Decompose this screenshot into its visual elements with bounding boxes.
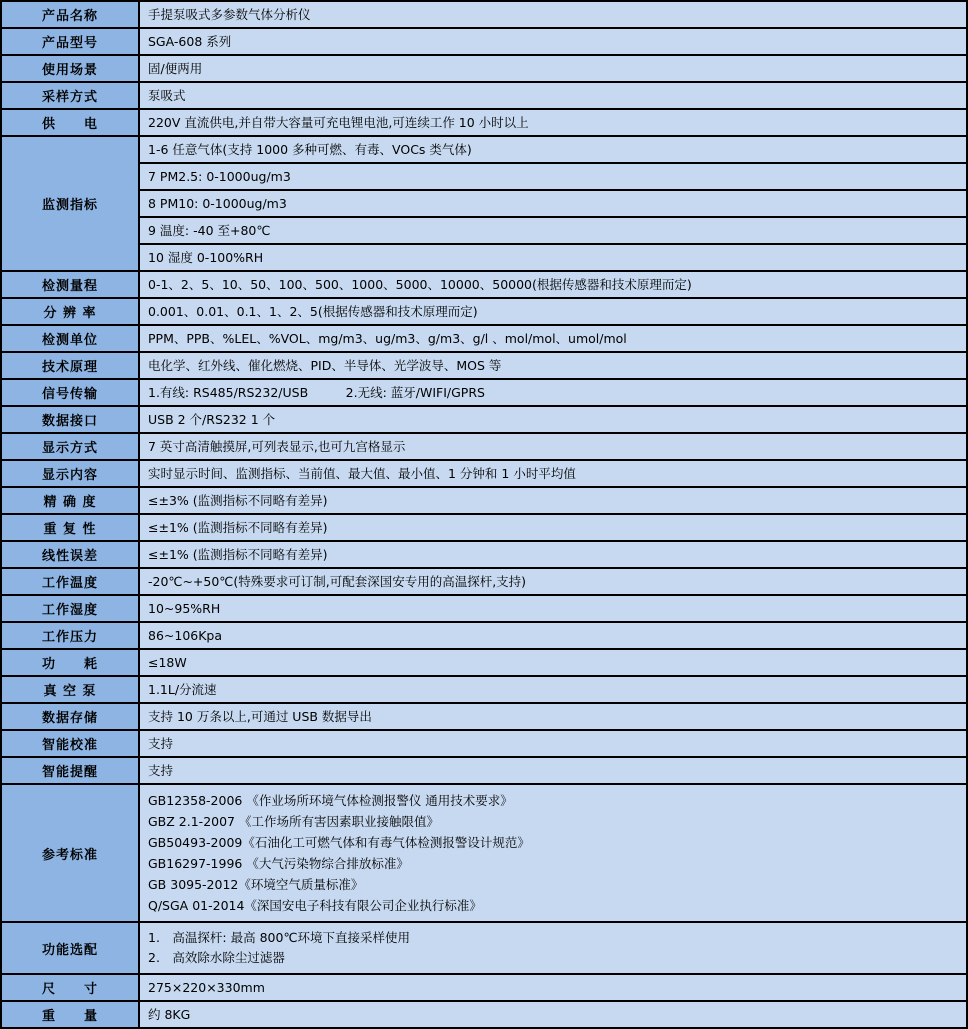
spec-row-value (140, 569, 966, 594)
spec-row (2, 54, 966, 81)
spec-row-value (140, 83, 966, 108)
spec-row-label: 数据存储 (2, 704, 140, 729)
spec-value-line: Q/SGA 01-2014《深国安电子科技有限公司企业执行标准》 (148, 898, 482, 913)
spec-value-line: 手提泵吸式多参数气体分析仪 (148, 6, 311, 22)
spec-value-line: 275×220×330mm (148, 979, 265, 995)
spec-value-line: -20℃~+50℃(特殊要求可订制,可配套深国安专用的高温探杆,支持) (148, 573, 527, 589)
spec-row-value (140, 110, 966, 135)
spec-row-label: 参考标准 (2, 785, 140, 921)
spec-row-label: 数据接口 (2, 407, 140, 432)
spec-value-line: USB 2 个/RS232 1 个 (148, 411, 276, 427)
spec-row-value (140, 272, 966, 297)
spec-row-value (140, 407, 966, 432)
spec-value-line: GB12358-2006 《作业场所环境气体检测报警仪 通用技术要求》 (148, 793, 513, 808)
spec-row-label: 重 复 性 (2, 515, 140, 540)
spec-row (2, 27, 966, 54)
spec-row-value (140, 2, 966, 27)
spec-value-line: GB50493-2009《石油化工可燃气体和有毒气体检测报警设计规范》 (148, 835, 530, 850)
spec-value-line: 220V 直流供电,并自带大容量可充电锂电池,可连续工作 10 小时以上 (148, 114, 529, 130)
spec-value-line: 1.有线: RS485/RS232/USB 2.无线: 蓝牙/WIFI/GPRS (148, 384, 485, 400)
spec-value-line: GB16297-1996 《大气污染物综合排放标准》 (148, 856, 409, 871)
spec-row (2, 297, 966, 324)
spec-row (2, 729, 966, 756)
spec-row-value (140, 488, 966, 513)
spec-value-line: 1.1L/分流速 (148, 681, 217, 697)
spec-row (2, 973, 966, 1000)
spec-value-line: 电化学、红外线、催化燃烧、PID、半导体、光学波导、MOS 等 (148, 357, 502, 373)
spec-value-line: 7 PM2.5: 0-1000ug/m3 (140, 162, 966, 189)
spec-row-value (140, 380, 966, 405)
spec-row-label: 精 确 度 (2, 488, 140, 513)
spec-row (2, 513, 966, 540)
spec-row-label: 重 量 (2, 1002, 140, 1027)
spec-row-label: 信号传输 (2, 380, 140, 405)
spec-row (2, 594, 966, 621)
spec-row-value (140, 677, 966, 702)
spec-row-label: 智能提醒 (2, 758, 140, 783)
spec-row-value (140, 1002, 966, 1027)
spec-row-label: 监测指标 (2, 137, 140, 270)
spec-value-line: ≤±3% (监测指标不同略有差异) (148, 492, 328, 508)
spec-row-label: 尺 寸 (2, 975, 140, 1000)
spec-row (2, 81, 966, 108)
spec-row (2, 702, 966, 729)
spec-row-label: 显示内容 (2, 461, 140, 486)
spec-row-value (140, 326, 966, 351)
spec-value-line: 9 温度: -40 至+80℃ (140, 216, 966, 243)
spec-row-label: 检测单位 (2, 326, 140, 351)
spec-value-line: 约 8KG (148, 1006, 191, 1022)
spec-row-value (140, 434, 966, 459)
spec-row-value (140, 29, 966, 54)
spec-value-line: 2. 高效除水除尘过滤器 (148, 950, 285, 965)
spec-row (2, 675, 966, 702)
spec-value-line: ≤18W (148, 654, 187, 670)
spec-row-label: 供 电 (2, 110, 140, 135)
spec-row-value (140, 137, 966, 270)
spec-row (2, 756, 966, 783)
spec-row (2, 351, 966, 378)
spec-row-label: 功 耗 (2, 650, 140, 675)
spec-value-line: ≤±1% (监测指标不同略有差异) (148, 519, 328, 535)
spec-value-line: 支持 10 万条以上,可通过 USB 数据导出 (148, 708, 372, 724)
spec-row-label: 产品型号 (2, 29, 140, 54)
spec-value-line: 固/便两用 (148, 60, 203, 76)
spec-row (2, 135, 966, 270)
spec-row-value (140, 596, 966, 621)
spec-value-line: 1. 高温探杆: 最高 800℃环境下直接采样使用 (148, 930, 410, 945)
spec-row (2, 459, 966, 486)
spec-row (2, 108, 966, 135)
spec-row (2, 432, 966, 459)
spec-row-label: 功能选配 (2, 923, 140, 973)
spec-value-line: 10 湿度 0-100%RH (140, 243, 966, 270)
spec-value-line: GB 3095-2012《环境空气质量标准》 (148, 877, 364, 892)
spec-row-label: 采样方式 (2, 83, 140, 108)
spec-value-line: 1-6 任意气体(支持 1000 多种可燃、有毒、VOCs 类气体) (148, 141, 472, 157)
spec-value-line: 0.001、0.01、0.1、1、2、5(根据传感器和技术原理而定) (148, 303, 478, 319)
spec-value-line: 实时显示时间、监测指标、当前值、最大值、最小值、1 分钟和 1 小时平均值 (148, 465, 576, 481)
spec-value-line: ≤±1% (监测指标不同略有差异) (148, 546, 328, 562)
spec-row-label: 工作压力 (2, 623, 140, 648)
spec-row-label: 智能校准 (2, 731, 140, 756)
spec-value-line: PPM、PPB、%LEL、%VOL、mg/m3、ug/m3、g/m3、g/l 、mol/mol、umol/mol (148, 330, 627, 346)
spec-row-value (140, 623, 966, 648)
spec-value-line: 86~106Kpa (148, 627, 223, 643)
spec-value-line: 8 PM10: 0-1000ug/m3 (140, 189, 966, 216)
spec-row-value (140, 299, 966, 324)
spec-row-value (140, 758, 966, 783)
spec-row-value (140, 704, 966, 729)
spec-row-value (140, 542, 966, 567)
spec-row-value (140, 785, 966, 921)
spec-value-line: 0-1、2、5、10、50、100、500、1000、5000、10000、50000(根据传感器和技术原理而定) (148, 276, 692, 292)
spec-row-value (140, 975, 966, 1000)
spec-row (2, 270, 966, 297)
spec-row-value (140, 56, 966, 81)
spec-row-label: 工作温度 (2, 569, 140, 594)
spec-row-value (140, 650, 966, 675)
spec-row (2, 783, 966, 921)
spec-row-label: 显示方式 (2, 434, 140, 459)
spec-row-value (140, 923, 966, 973)
spec-value-line: 10~95%RH (148, 600, 221, 616)
spec-row-label: 检测量程 (2, 272, 140, 297)
spec-row (2, 921, 966, 973)
spec-row (2, 405, 966, 432)
spec-row (2, 540, 966, 567)
spec-row-label: 分 辨 率 (2, 299, 140, 324)
spec-row (2, 621, 966, 648)
spec-value-line: GBZ 2.1-2007 《工作场所有害因素职业接触限值》 (148, 814, 439, 829)
spec-row (2, 648, 966, 675)
spec-value-line: 支持 (148, 762, 174, 778)
spec-row (2, 324, 966, 351)
spec-row-label: 使用场景 (2, 56, 140, 81)
spec-row-label: 技术原理 (2, 353, 140, 378)
spec-value-line: 泵吸式 (148, 87, 186, 103)
spec-row-value (140, 461, 966, 486)
spec-row-label: 产品名称 (2, 2, 140, 27)
spec-row (2, 486, 966, 513)
spec-row-value (140, 515, 966, 540)
spec-row (2, 1000, 966, 1027)
spec-row-value (140, 353, 966, 378)
spec-row-label: 真 空 泵 (2, 677, 140, 702)
spec-value-line: SGA-608 系列 (148, 33, 232, 49)
spec-row (2, 378, 966, 405)
spec-row-label: 线性误差 (2, 542, 140, 567)
spec-row (2, 2, 966, 27)
spec-row-value (140, 731, 966, 756)
spec-value-line: 7 英寸高清触摸屏,可列表显示,也可九宫格显示 (148, 438, 406, 454)
spec-value-line: 支持 (148, 735, 174, 751)
spec-row-label: 工作湿度 (2, 596, 140, 621)
spec-row (2, 567, 966, 594)
